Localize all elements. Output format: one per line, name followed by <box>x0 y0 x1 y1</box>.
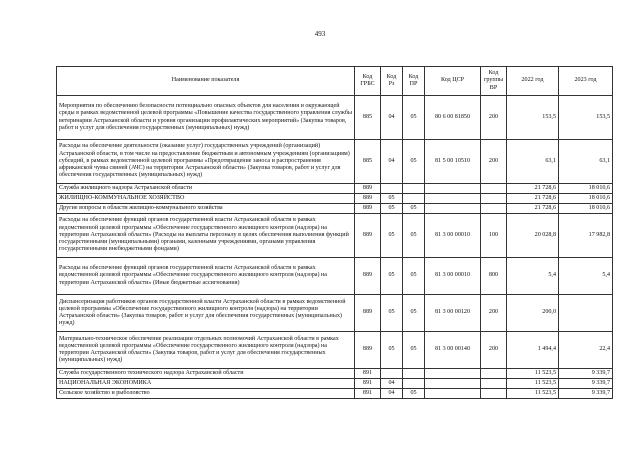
cell-2023: 18 010,6 <box>559 204 613 214</box>
cell-csr: 81 3 00 00140 <box>425 332 481 369</box>
cell-csr: 81 3 00 00010 <box>425 258 481 295</box>
cell-2022: 63,1 <box>507 140 559 184</box>
cell-name: Другие вопросы в области жилищно-коммунального хозяйства <box>57 204 355 214</box>
table-row <box>57 369 613 379</box>
table-row <box>57 204 613 214</box>
cell-vr: 200 <box>481 295 507 332</box>
cell-rz: 05 <box>381 204 403 214</box>
cell-grbs: 889 <box>355 184 381 194</box>
cell-grbs: 889 <box>355 258 381 295</box>
cell-rz <box>381 184 403 194</box>
cell-name: ЖИЛИЩНО-КОММУНАЛЬНОЕ ХОЗЯЙСТВО <box>57 194 355 204</box>
header-2023: 2023 год <box>559 67 613 96</box>
cell-rz: 05 <box>381 194 403 204</box>
table-row <box>57 194 613 204</box>
cell-2022: 11 523,5 <box>507 389 559 399</box>
cell-2022: 11 523,5 <box>507 379 559 389</box>
budget-table <box>56 66 613 399</box>
cell-vr <box>481 369 507 379</box>
cell-rz: 05 <box>381 332 403 369</box>
table-row <box>57 389 613 399</box>
cell-2022: 1 494,4 <box>507 332 559 369</box>
cell-2023: 9 339,7 <box>559 369 613 379</box>
cell-2022: 11 523,5 <box>507 369 559 379</box>
cell-name: Мероприятия по обеспечению безопасности потенциально опасных объектов для населения и окружающей среды в рамках ведомственной целевой программы «Повышение качества государственного управления службы ветеринарии Астраханской области и уровня организации профилактических мероприятий» (Закупка товаров, работ и услуг для обеспечения государственных (муниципальных) нужд) <box>57 96 355 140</box>
cell-csr <box>425 184 481 194</box>
cell-name: Диспансеризация работников органов государственной власти Астраханской области в рамках ведомственной целевой программы «Обеспечение государственного жилищного контроля (надзора) на территории Астраханской области» (Закупка товаров, работ и услуг для обеспечения государственных (муниципальных) нужд) <box>57 295 355 332</box>
cell-vr <box>481 204 507 214</box>
header-csr: Код ЦСР <box>425 67 481 96</box>
cell-2023: 9 339,7 <box>559 379 613 389</box>
cell-pr <box>403 184 425 194</box>
cell-grbs: 889 <box>355 295 381 332</box>
cell-2023: 17 982,8 <box>559 214 613 258</box>
cell-pr: 05 <box>403 204 425 214</box>
cell-2022: 153,5 <box>507 96 559 140</box>
cell-grbs: 885 <box>355 140 381 184</box>
cell-2023: 5,4 <box>559 258 613 295</box>
cell-csr: 81 3 00 00120 <box>425 295 481 332</box>
cell-grbs: 891 <box>355 389 381 399</box>
cell-2023: 63,1 <box>559 140 613 184</box>
cell-csr <box>425 204 481 214</box>
cell-csr: 80 6 00 81850 <box>425 96 481 140</box>
cell-vr <box>481 184 507 194</box>
cell-rz: 04 <box>381 389 403 399</box>
cell-grbs: 889 <box>355 194 381 204</box>
cell-rz: 05 <box>381 214 403 258</box>
table-row <box>57 184 613 194</box>
cell-csr <box>425 369 481 379</box>
cell-grbs: 889 <box>355 332 381 369</box>
cell-name: Сельское хозяйство и рыболовство <box>57 389 355 399</box>
cell-csr <box>425 194 481 204</box>
cell-pr: 05 <box>403 140 425 184</box>
cell-2022: 21 728,6 <box>507 204 559 214</box>
table-header-row <box>57 67 613 96</box>
cell-vr: 200 <box>481 96 507 140</box>
cell-grbs: 889 <box>355 204 381 214</box>
cell-pr: 05 <box>403 258 425 295</box>
cell-rz <box>381 369 403 379</box>
table-row <box>57 295 613 332</box>
header-pr: Код ПР <box>403 67 425 96</box>
cell-pr: 05 <box>403 295 425 332</box>
cell-2023: 22,4 <box>559 332 613 369</box>
cell-pr: 05 <box>403 214 425 258</box>
table-row <box>57 332 613 369</box>
table-row <box>57 379 613 389</box>
table-row <box>57 96 613 140</box>
cell-pr <box>403 194 425 204</box>
page-number: 493 <box>314 30 326 38</box>
cell-2023: 18 010,6 <box>559 194 613 204</box>
cell-2023: 9 339,7 <box>559 389 613 399</box>
cell-rz: 05 <box>381 258 403 295</box>
cell-2022: 5,4 <box>507 258 559 295</box>
cell-name: Служба государственного технического надзора Астраханской области <box>57 369 355 379</box>
table-row <box>57 140 613 184</box>
cell-vr: 800 <box>481 258 507 295</box>
cell-csr <box>425 379 481 389</box>
cell-grbs: 889 <box>355 214 381 258</box>
header-rz: Код Рз <box>381 67 403 96</box>
cell-vr: 100 <box>481 214 507 258</box>
cell-pr: 05 <box>403 389 425 399</box>
cell-rz: 05 <box>381 295 403 332</box>
header-2022: 2022 год <box>507 67 559 96</box>
cell-pr: 05 <box>403 332 425 369</box>
cell-2022: 21 728,6 <box>507 184 559 194</box>
cell-vr: 200 <box>481 140 507 184</box>
cell-vr <box>481 194 507 204</box>
cell-rz: 04 <box>381 96 403 140</box>
cell-name: Служба жилищного надзора Астраханской области <box>57 184 355 194</box>
cell-grbs: 891 <box>355 369 381 379</box>
cell-csr: 81 5 00 10510 <box>425 140 481 184</box>
table-row <box>57 258 613 295</box>
cell-rz: 04 <box>381 379 403 389</box>
cell-2022: 21 728,6 <box>507 194 559 204</box>
cell-pr <box>403 379 425 389</box>
cell-2023: 153,5 <box>559 96 613 140</box>
header-vr: Код группы ВР <box>481 67 507 96</box>
cell-name: Расходы на обеспечение деятельности (оказание услуг) государственных учреждений (организаций) Астраханской области, в том числе на предоставление бюджетным и автономным учреждениям (организациям) субсидий, в рамках ведомственной целевой программы «Предотвращение заноса и распространения африканской чумы свиней (АЧС) на территории Астраханской области» (Закупка товаров, работ и услуг для обеспечения государственных (муниципальных) нужд) <box>57 140 355 184</box>
cell-grbs: 891 <box>355 379 381 389</box>
cell-vr <box>481 389 507 399</box>
cell-2022: 20 028,8 <box>507 214 559 258</box>
cell-csr: 81 3 00 00010 <box>425 214 481 258</box>
cell-pr <box>403 369 425 379</box>
cell-2023: 18 010,6 <box>559 184 613 194</box>
cell-name: Расходы на обеспечение функций органов государственной власти Астраханской области в рамках ведомственной целевой программы «Обеспечение государственного жилищного контроля (надзора) на территории Астраханской области» (Расходы на выплаты персоналу в целях обеспечения выполнения функций государственными (муниципальными) органами, казенными учреждениями, органами управления государственными внебюджетными фондами) <box>57 214 355 258</box>
cell-grbs: 885 <box>355 96 381 140</box>
cell-name: Расходы на обеспечение функций органов государственной власти Астраханской области в рамках ведомственной целевой программы «Обеспечение государственного жилищного контроля (надзора) на территории Астраханской области» (Иные бюджетные ассигнования) <box>57 258 355 295</box>
header-name: Наименование показателя <box>57 67 355 96</box>
table-row <box>57 214 613 258</box>
cell-name: НАЦИОНАЛЬНАЯ ЭКОНОМИКА <box>57 379 355 389</box>
cell-csr <box>425 389 481 399</box>
cell-pr: 05 <box>403 96 425 140</box>
cell-vr: 200 <box>481 332 507 369</box>
cell-vr <box>481 379 507 389</box>
cell-name: Материально-техническое обеспечение реализации отдельных полномочий Астраханской области в рамках ведомственной целевой программы «Обеспечение государственного жилищного контроля (надзора) на территории Астраханской области» (Закупка товаров, работ и услуг для обеспечения государственных (муниципальных) нужд) <box>57 332 355 369</box>
header-grbs: Код ГРБС <box>355 67 381 96</box>
cell-rz: 04 <box>381 140 403 184</box>
cell-2023 <box>559 295 613 332</box>
cell-2022: 200,0 <box>507 295 559 332</box>
